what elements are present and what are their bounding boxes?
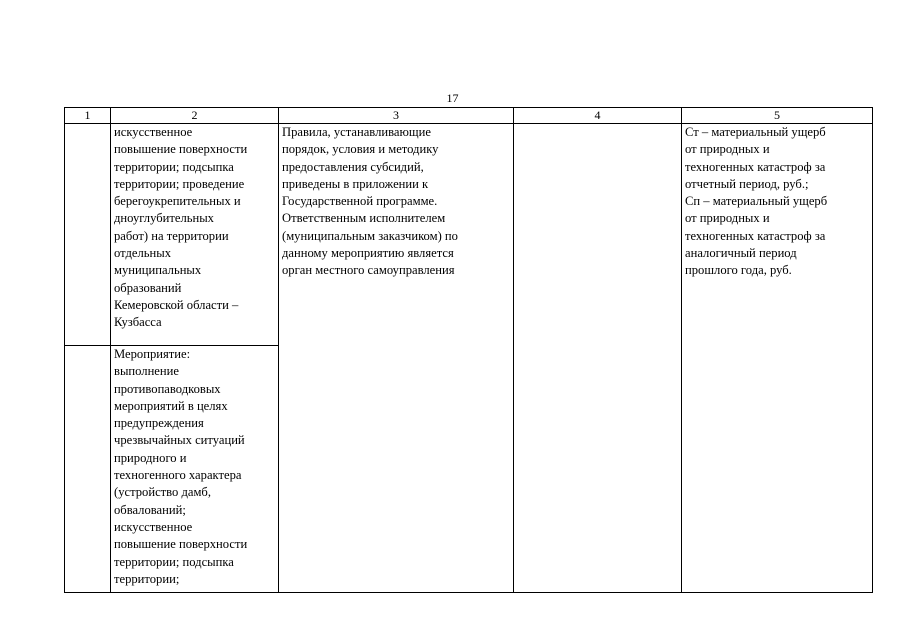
column-header-1: 1 — [65, 108, 111, 124]
row2-col1-cell — [65, 346, 111, 593]
damage-indicator-text: Ст – материальный ущерб от природных и техногенных катастроф за отчетный период, руб.; Сп – материальный ущерб от природных и техногенных катастроф за аналогичный период прошлого года, руб. — [685, 125, 828, 278]
table-row — [65, 124, 873, 346]
subsidy-rules-text: Правила, устанавливающие порядок, условия и методику предоставления субсидий, приведены в приложении к Государственной программе. Ответственным исполнителем (муниципальным заказчиком) по данному мероприятию является орган местного самоуправления — [282, 125, 458, 278]
row1-col5-cell — [682, 124, 873, 593]
row1-col4-cell — [514, 124, 682, 593]
row2-measure-description: Мероприятие: выполнение противопаводковых мероприятий в целях предупреждения чрезвычайных ситуаций природного и техногенного характера (устройство дамб, обвалований; искусственное повышение поверхности территории; подсыпка территории; — [114, 347, 248, 586]
row1-col2-cell — [111, 124, 279, 346]
document-table — [64, 107, 873, 593]
column-header-2: 2 — [111, 108, 279, 124]
row1-col1-cell — [65, 124, 111, 346]
page-number: 17 — [446, 91, 459, 105]
row1-col3-cell — [279, 124, 514, 593]
row2-col2-cell — [111, 346, 279, 593]
row1-measure-description: искусственное повышение поверхности территории; подсыпка территории; проведение берегоукрепительных и дноуглубительных работ) на территории отдельных муниципальных образований Кемеровской области – Кузбасса — [114, 125, 248, 330]
column-header-3: 3 — [279, 108, 514, 124]
table-header-row — [65, 108, 873, 124]
column-header-4: 4 — [514, 108, 682, 124]
column-header-5: 5 — [682, 108, 873, 124]
